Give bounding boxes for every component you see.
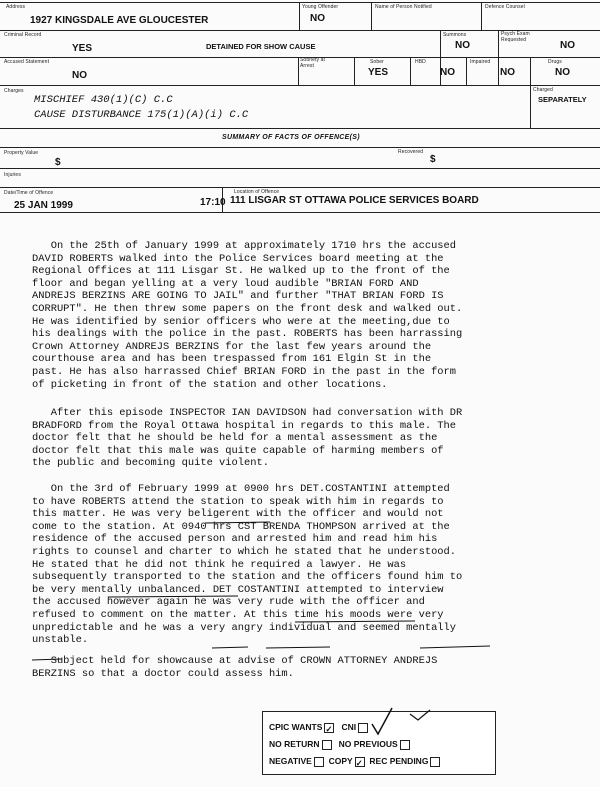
summary-title: SUMMARY OF FACTS OF OFFENCE(S) (222, 134, 360, 141)
offence-location-label: Location of Offence (234, 189, 280, 195)
narrative-line: residence of the accused person and arrested him and read him his (32, 533, 438, 546)
address-label: Address (6, 4, 26, 10)
narrative-line: subsequently transported to the station and the officers found him to (32, 571, 463, 584)
charges-label: Charges (4, 88, 24, 94)
charged-label: Charged (533, 87, 553, 93)
narrative-line: refused to comment on the matter. At this time his moods were very (32, 608, 444, 621)
narrative-line: doctor felt that this male was quite capable of harming members of (32, 444, 444, 457)
copy-checkbox[interactable]: ✓ (355, 757, 363, 768)
recovered-value: $ (430, 154, 436, 165)
narrative-line: to have ROBERTS attend the station to speak with him in regards to (32, 495, 444, 508)
narrative-line: unstable. (32, 634, 89, 647)
negative-checkbox[interactable] (314, 757, 324, 767)
young-offender-label: Young Offender (302, 4, 339, 10)
psych-label: Psych Exam Requested (501, 31, 530, 43)
drugs-label: Drugs (548, 59, 562, 65)
check-mark-icon (360, 706, 440, 746)
narrative-line: Crown Attorney ANDREJS BERZINS for the last few years around the (32, 340, 432, 353)
address-value: 1927 KINGSDALE AVE GLOUCESTER (30, 15, 209, 26)
narrative-line: floor and began yelling at a very loud audible "BRIAN FORD AND (32, 277, 419, 290)
narrative-line: doctor felt that he should be held for a mental assessment as the (32, 432, 438, 445)
no-previous-label: NO PREVIOUS (338, 739, 398, 749)
hbd-label: HBD (415, 59, 426, 65)
sobriety-label: Sobriety at Arrest (300, 57, 326, 69)
property-value: $ (55, 157, 61, 168)
narrative-line: his dealings with the police in the past. ROBERTS has been harrassing (32, 328, 463, 341)
no-return-checkbox[interactable] (322, 740, 332, 750)
narrative-line: BRADFORD from the Royal Ottawa hospital in regards to this male. The (32, 419, 457, 432)
narrative-line: ANDREJS BERZINS ARE GOING TO JAIL" and further "THAT BRIAN FORD IS (32, 290, 444, 303)
copy-label: COPY (328, 756, 353, 766)
rec-pending-label: REC PENDING (369, 756, 429, 766)
narrative-line: this matter. He was very beligerent with the officer and would not (32, 508, 444, 521)
stamp-row-3 (269, 756, 440, 767)
narrative-line: After this episode INSPECTOR IAN DAVIDSON had conversation with DR (32, 407, 463, 419)
narrative-line: He was identified by senior officers who were at the meeting,due to (32, 315, 450, 328)
criminal-record-label: Criminal Record (4, 32, 42, 38)
detained-status: DETAINED FOR SHOW CAUSE (206, 42, 316, 51)
no-return-label: NO RETURN (269, 739, 320, 749)
sober-value: YES (368, 67, 389, 78)
rec-pending-checkbox[interactable] (430, 757, 440, 767)
sober-label: Sober (370, 59, 384, 65)
psych-value: NO (560, 40, 575, 51)
narrative-line: the public and becoming quite violent. (32, 457, 269, 470)
accused-statement-label: Accused Statement (4, 59, 50, 65)
narrative-line: unpredictable and he was a very angry individual and seemed mentally (32, 621, 457, 634)
narrative-line: come to the station. At 0940 hrs CST BRENDA THOMPSON arrived at the (32, 520, 450, 533)
property-value-label: Property Value (4, 150, 39, 156)
criminal-record-value: YES (72, 43, 93, 54)
offence-time: 17:10 (200, 197, 226, 208)
offence-location: 111 LISGAR ST OTTAWA POLICE SERVICES BOARD (230, 195, 479, 206)
cpic-wants-label: CPIC WANTS (269, 722, 323, 732)
charge-item: MISCHIEF 430(1)(C) C.C (34, 94, 173, 106)
summons-label: Summons (443, 32, 467, 38)
hbd-value: NO (440, 67, 455, 78)
narrative-line: He stated that he did not think he required a lawyer. He was (32, 558, 407, 571)
offence-date-label: Date/Time of Offence (4, 190, 54, 196)
cpic-wants-checkbox[interactable]: ✓ (325, 723, 333, 734)
narrative-line: of picketing in front of the station and other locations. (32, 378, 388, 391)
narrative-line: Subject held for showcause at advise of CROWN ATTORNEY ANDREJS (32, 655, 438, 667)
person-notified-label: Name of Person Notified (375, 4, 432, 10)
narrative-line: be very mentally unbalanced. DET COSTANTINI attempted to interview (32, 583, 444, 596)
narrative-line: rights to counsel and charter to which he stated that he understood. (32, 545, 457, 558)
impaired-value: NO (500, 67, 515, 78)
narrative-line: On the 25th of January 1999 at approximately 1710 hrs the accused (32, 240, 457, 252)
recovered-label: Recovered (398, 149, 424, 155)
stamp-row-1 (269, 722, 368, 733)
young-offender-value: NO (310, 13, 325, 24)
injuries-label: Injuries (4, 172, 21, 178)
offence-date: 25 JAN 1999 (14, 200, 73, 211)
impaired-label: Impaired (470, 59, 491, 65)
charged-value: SEPARATELY (538, 95, 587, 104)
accused-statement-value: NO (72, 70, 87, 81)
summons-value: NO (455, 40, 470, 51)
negative-label: NEGATIVE (269, 756, 312, 766)
narrative-line: the accused however again he was very rude with the officer and (32, 596, 425, 609)
cni-label: CNI (341, 722, 357, 732)
narrative-line: past. He has also harrassed Chief BRIAN FORD in the past in the form (32, 365, 457, 378)
narrative-line: On the 3rd of February 1999 at 0900 hrs DET.COSTANTINI attempted (32, 483, 450, 495)
defence-counsel-label: Defence Counsel (485, 4, 525, 10)
narrative-line: BERZINS so that a doctor could assess him. (32, 667, 294, 680)
narrative-line: DAVID ROBERTS walked into the Police Services board meeting at the (32, 252, 444, 265)
narrative-line: courthouse area and has been trespassed from 161 Elgin St in the (32, 353, 432, 366)
drugs-value: NO (555, 67, 570, 78)
narrative-line: CORRUPT". He then threw some papers on the front desk and walked out. (32, 302, 463, 315)
charge-item: CAUSE DISTURBANCE 175(1)(A)(i) C.C (34, 109, 249, 121)
narrative-line: Regional Offices at 111 Lisgar St. He walked up to the front of the (32, 265, 450, 278)
